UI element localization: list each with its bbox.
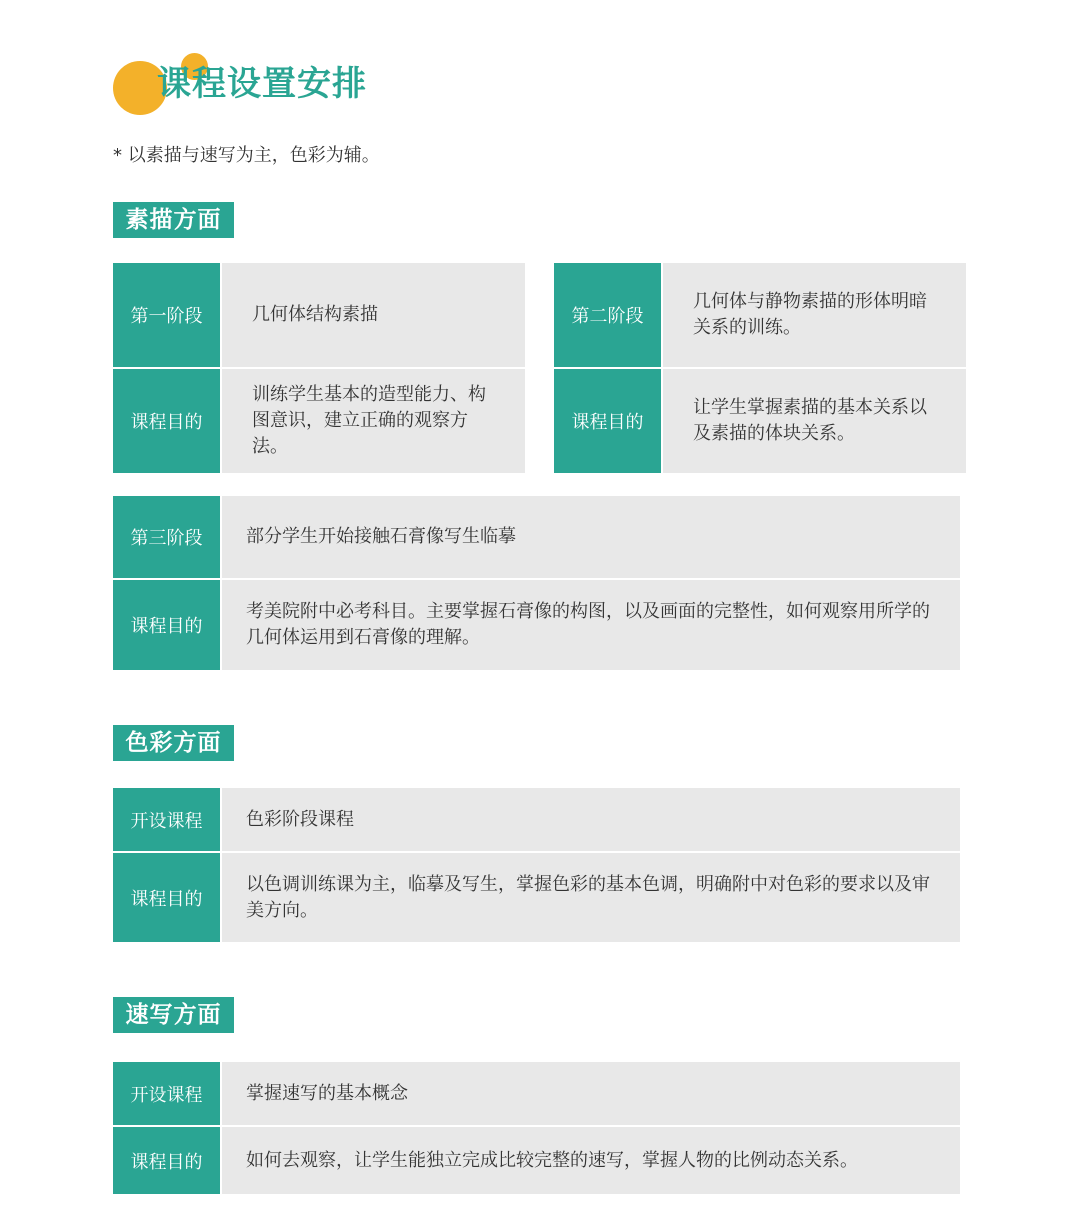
goal-value: 训练学生基本的造型能力、构图意识，建立正确的观察方法。 xyxy=(222,369,525,473)
course-row xyxy=(113,1062,960,1125)
goal-value: 让学生掌握素描的基本关系以及素描的体块关系。 xyxy=(663,369,966,473)
goal-label: 课程目的 xyxy=(554,369,661,473)
stage-label: 第二阶段 xyxy=(554,263,661,367)
stage-label: 第三阶段 xyxy=(113,496,220,578)
stage-row xyxy=(554,263,966,367)
goal-label: 课程目的 xyxy=(113,1127,220,1194)
goal-label: 课程目的 xyxy=(113,580,220,670)
intro-note: * 以素描与速写为主，色彩为辅。 xyxy=(113,145,380,166)
course-value: 色彩阶段课程 xyxy=(222,788,960,851)
course-label: 开设课程 xyxy=(113,788,220,851)
goal-row xyxy=(554,369,966,473)
stage-row xyxy=(113,496,960,578)
goal-label: 课程目的 xyxy=(113,853,220,942)
sketch-stage3-table xyxy=(113,496,960,670)
goal-value: 如何去观察，让学生能独立完成比较完整的速写，掌握人物的比例动态关系。 xyxy=(222,1127,960,1194)
stage-value: 几何体与静物素描的形体明暗关系的训练。 xyxy=(663,263,966,367)
quick-sketch-table xyxy=(113,1062,960,1194)
goal-value: 以色调训练课为主，临摹及写生，掌握色彩的基本色调，明确附中对色彩的要求以及审美方向。 xyxy=(222,853,960,942)
course-row xyxy=(113,788,960,851)
goal-row xyxy=(113,1127,960,1194)
stage-value: 几何体结构素描 xyxy=(222,263,525,367)
stage-row xyxy=(113,263,525,367)
goal-label: 课程目的 xyxy=(113,369,220,473)
color-table xyxy=(113,788,960,942)
section-heading-color: 色彩方面 xyxy=(113,725,234,761)
sketch-stage2-table xyxy=(554,263,966,473)
goal-row xyxy=(113,580,960,670)
course-label: 开设课程 xyxy=(113,1062,220,1125)
stage-value: 部分学生开始接触石膏像写生临摹 xyxy=(222,496,960,578)
page-title: 课程设置安排 xyxy=(157,64,367,104)
section-heading-sketch: 素描方面 xyxy=(113,202,234,238)
sketch-stage1-table xyxy=(113,263,525,473)
section-heading-quick-sketch: 速写方面 xyxy=(113,997,234,1033)
goal-row xyxy=(113,853,960,942)
stage-label: 第一阶段 xyxy=(113,263,220,367)
course-value: 掌握速写的基本概念 xyxy=(222,1062,960,1125)
goal-row xyxy=(113,369,525,473)
goal-value: 考美院附中必考科目。主要掌握石膏像的构图，以及画面的完整性，如何观察用所学的几何体运用到石膏像的理解。 xyxy=(222,580,960,670)
